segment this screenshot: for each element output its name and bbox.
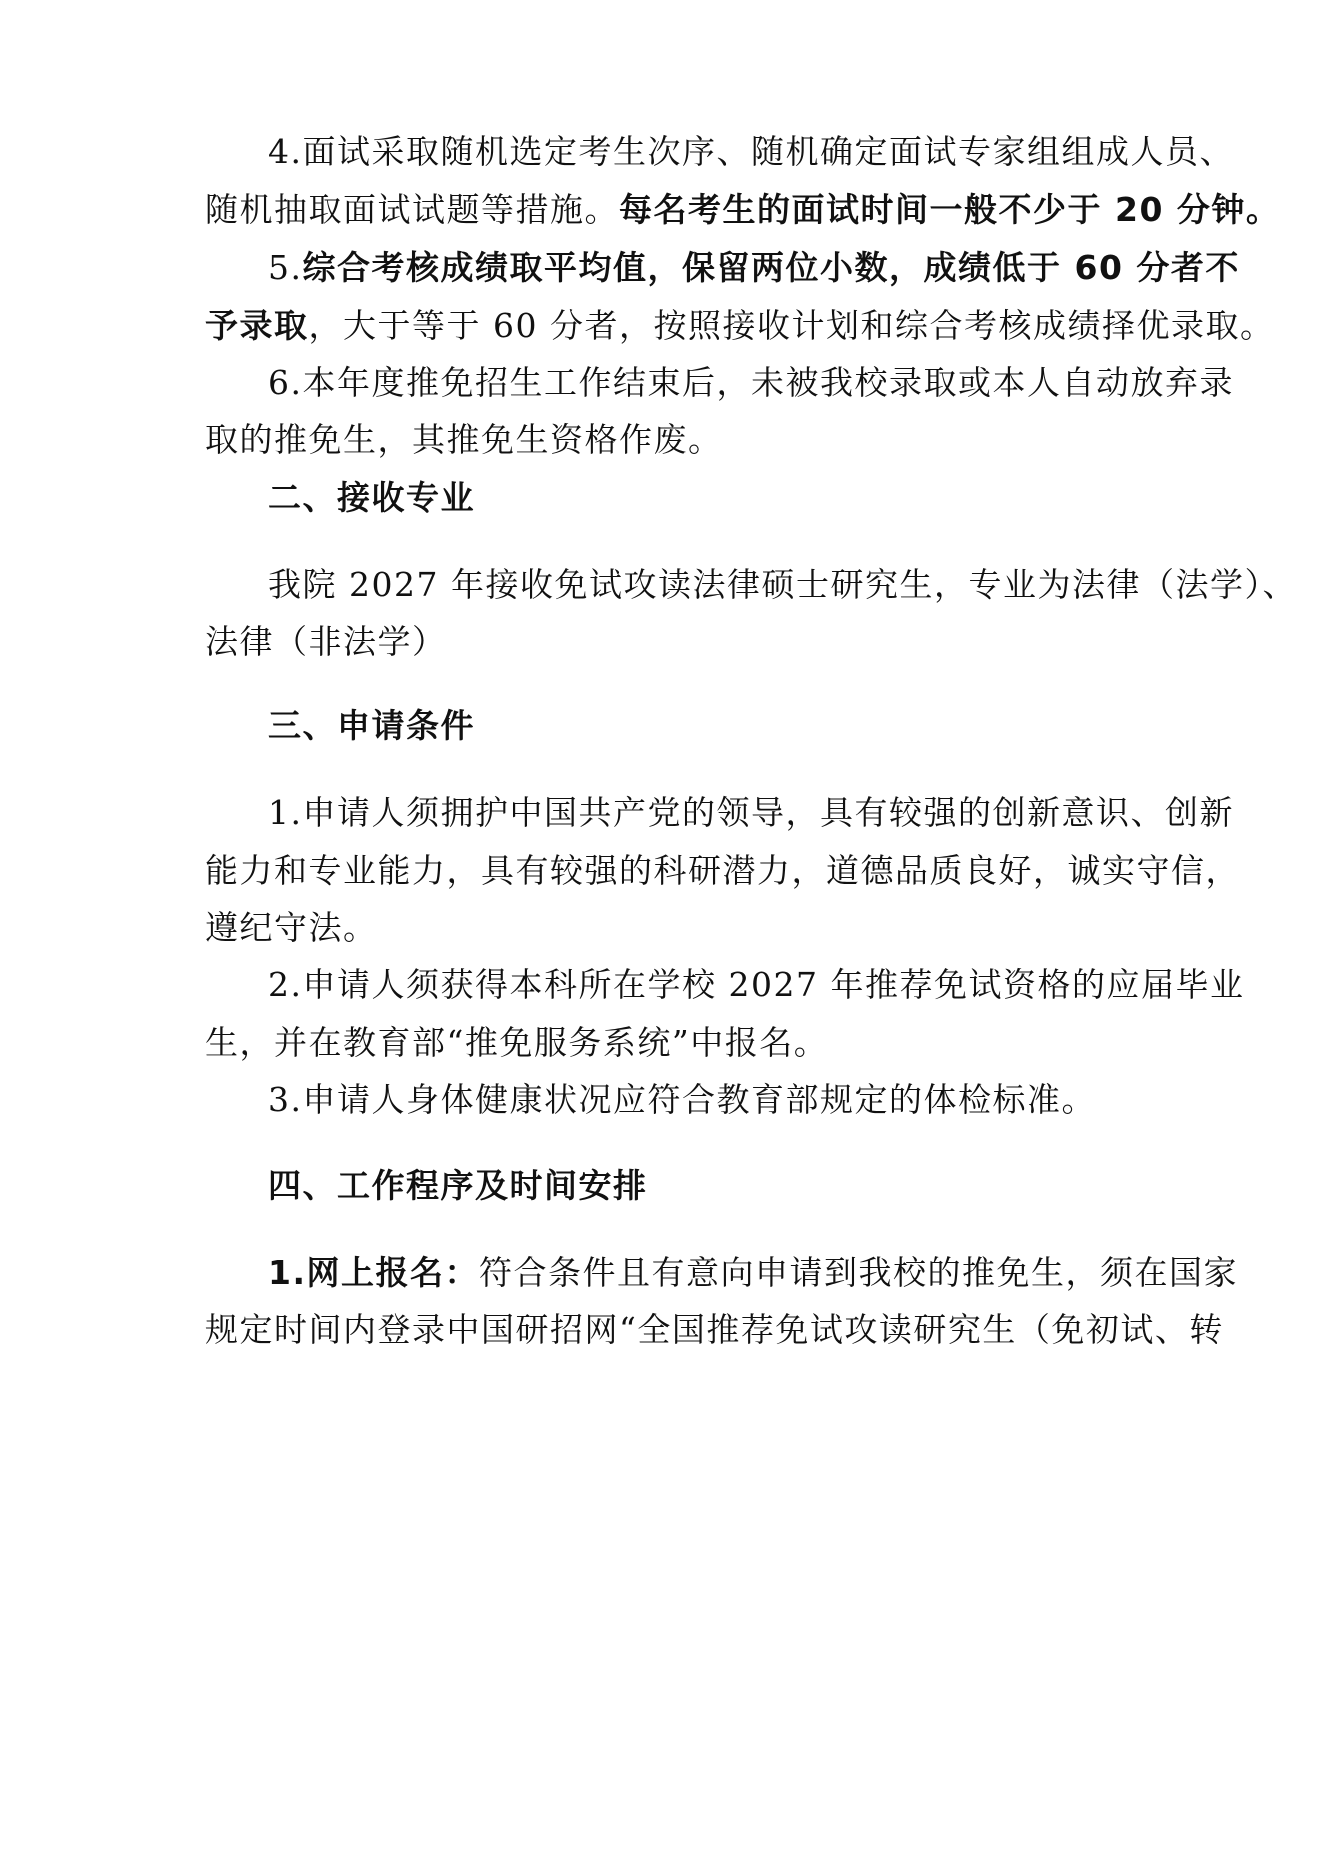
section-2-line-1: 我院 2027 年接收免试攻读法律硕士研究生，专业为法律（法学）、	[268, 565, 1297, 604]
p4-text-1: 4.面试采取随机选定考生次序、随机确定面试专家组组成人员、	[268, 132, 1234, 171]
section-4-heading: 四、工作程序及时间安排	[268, 1166, 648, 1205]
section-2-line-2: 法律（非法学）	[205, 622, 447, 661]
p5-text-2: ，大于等于 60 分者，按照接收计划和综合考核成绩择优录取。	[308, 306, 1275, 345]
section-3-item-1-line-2: 能力和专业能力，具有较强的科研潜力，道德品质良好，诚实守信，	[205, 851, 1240, 890]
p6-text-2: 取的推免生，其推免生资格作废。	[205, 420, 723, 459]
section-3-item-3-line-1: 3.申请人身体健康状况应符合教育部规定的体检标准。	[268, 1080, 1096, 1119]
p6-text-1: 6.本年度推免招生工作结束后，未被我校录取或本人自动放弃录	[268, 363, 1234, 402]
section-3-item-1-line-3: 遵纪守法。	[205, 908, 378, 947]
section-4-item-1-label: 1.网上报名：	[268, 1253, 479, 1292]
section-3-item-2-line-2: 生，并在教育部“推免服务系统”中报名。	[205, 1023, 829, 1062]
section-4-item-1-line-2: 规定时间内登录中国研招网“全国推荐免试攻读研究生（免初试、转	[205, 1310, 1224, 1349]
section-4-item-1-text: 符合条件且有意向申请到我校的推免生，须在国家	[479, 1253, 1238, 1292]
p4-bold-text: 每名考生的面试时间一般不少于 20 分钟。	[619, 190, 1281, 229]
paragraph-5-line-2	[205, 306, 1275, 346]
p5-bold-text-2: 予录取	[205, 306, 309, 345]
section-3-item-2-line-1: 2.申请人须获得本科所在学校 2027 年推荐免试资格的应届毕业	[268, 965, 1245, 1004]
paragraph-5-line-1	[268, 248, 1240, 288]
p5-number: 5.	[268, 248, 303, 287]
paragraph-6-line-2	[205, 420, 1125, 460]
section-3-heading: 三、申请条件	[268, 706, 475, 745]
section-4-item-1-line-1	[268, 1253, 1238, 1293]
paragraph-4-line-2	[205, 190, 1281, 230]
p5-bold-text-1: 综合考核成绩取平均值，保留两位小数，成绩低于 60 分者不	[302, 248, 1240, 287]
paragraph-4-line-1	[268, 132, 1234, 172]
section-3-item-1-line-1: 1.申请人须拥护中国共产党的领导，具有较强的创新意识、创新	[268, 793, 1234, 832]
p4-text-2: 随机抽取面试试题等措施。	[205, 190, 619, 229]
paragraph-6-line-1	[268, 363, 1234, 403]
section-2-heading: 二、接收专业	[268, 478, 475, 517]
